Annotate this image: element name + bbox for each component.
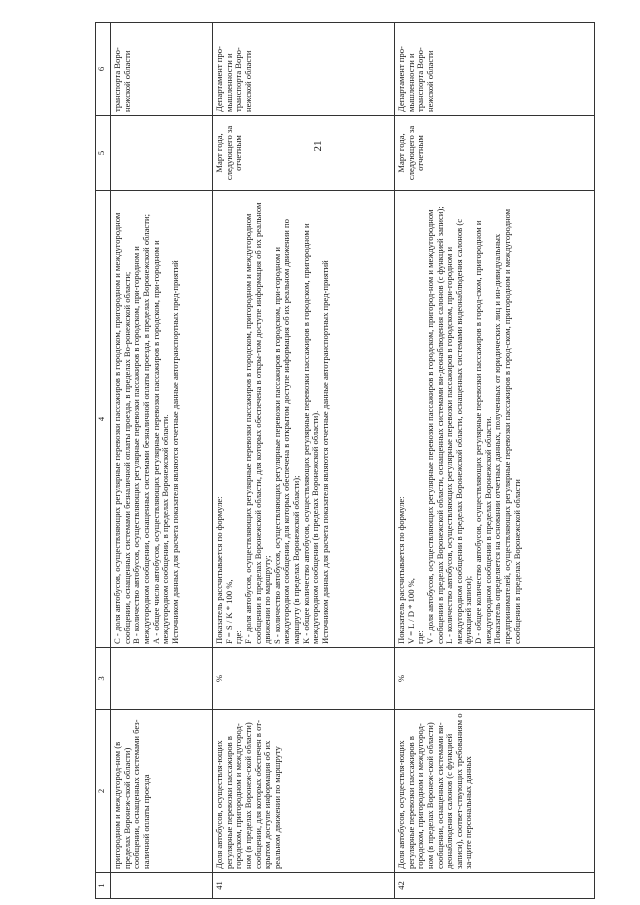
method-line: Показатель рассчитывается по формуле: xyxy=(396,496,406,644)
row-number: 41 xyxy=(213,873,395,899)
page-number: 21 xyxy=(312,140,324,152)
method-line: K - общее количество автобусов, осуществляющих регулярные перевозки пассажиров в городском, пригородном и междугородном сообщении (в пределах Воронежской области). xyxy=(300,223,321,644)
responsible-body: транспорта Воро-нежской области xyxy=(111,23,213,116)
table-row xyxy=(213,23,395,899)
method-line: где: xyxy=(415,630,426,644)
responsible-body: Департамент про-мышленности и транспорта Воро-нежской области xyxy=(213,23,395,116)
header-cell: 6 xyxy=(96,23,111,116)
method-line: S - количество автобусов, осуществляющих регулярные перевозки пассажиров в городском, при-городном и междугородном сообщении, для которых обеспечена в открытом доступе информация об их реальном движении по маршруту (в пределах Воронежской области); xyxy=(271,219,301,644)
header-cell: 2 xyxy=(96,710,111,873)
method-line: А - общее число автобусов, осуществляющих регулярные перевозки пассажиров в городском, при-городном и междугородном сообщении, в пределах Воронежской области. xyxy=(150,240,171,644)
method-line: Источником данных для расчета показателя являются отчетные данные автотранспортных пред-приятий xyxy=(169,260,180,644)
method-line: где: xyxy=(233,630,244,644)
calculation-method xyxy=(111,191,213,648)
method-line: Показатель рассчитывается по формуле: xyxy=(214,496,224,644)
row-number: 42 xyxy=(395,873,595,899)
indicator-name: пригородном и междугород-ном (в пределах Воронеж-ской области) сообщении, оснащенных системами без-наличной оплаты проезда xyxy=(111,710,213,873)
method-line: С - доля автобусов, осуществляющих регулярные перевозки пассажиров в городском, пригородном и междугородном сообщении, оснащенных системами безналичной оплаты проезда, в пределах Во-ронежской области; xyxy=(112,212,132,644)
method-line: F = S / K * 100 %, xyxy=(223,579,234,644)
header-cell: 3 xyxy=(96,648,111,710)
responsible-body: Департамент про-мышленности и транспорта Воро-нежской области xyxy=(395,23,595,116)
rotated-table-container xyxy=(95,22,593,899)
calculation-method xyxy=(395,191,595,648)
header-cell: 5 xyxy=(96,116,111,191)
reporting-period: Март года, следующего за отчетным xyxy=(395,116,595,191)
indicator-name: Доля автобусов, осуществля-ющих регулярные перевозки пассажиров в городском, пригородном и междугород-ном (в пределах Воронеж-ской области) сообщении, оснащенных системами ви-деонаблюдения салонов (с функцией записи), соответ-ствующих требованиям о за-щите персональных данных xyxy=(395,710,595,873)
row-number xyxy=(111,873,213,899)
calculation-method xyxy=(213,191,395,648)
header-cell: 1 xyxy=(96,873,111,899)
method-line: L - количество автобусов, осуществляющих регулярные перевозки пассажиров в городском, при-городном и междугородном сообщении в пределах Воронежской области, оснащенных системами видеонаблюдения салонов (с функцией записи); xyxy=(444,218,474,644)
table-row xyxy=(111,23,213,899)
indicators-table xyxy=(95,22,595,899)
method-line: V = L / D * 100 %, xyxy=(405,578,416,644)
indicator-name: Доля автобусов, осуществля-ющих регулярные перевозки пассажиров в городском, пригородном и междугород-ном (в пределах Воронеж-ской области) сообщении, для которых обеспечен в от-крытом доступе информация об их реальном движении по маршруту xyxy=(213,710,395,873)
table-header-row xyxy=(96,23,111,899)
method-line: Источником данных для расчета показателя являются отчетные данные автотранспортных пред-приятий xyxy=(319,260,330,644)
method-line: D - общее количество автобусов, осуществляющих регулярные перевозки пассажиров в город-ском, пригородном и междугородном сообщении в пределах Воронежской области. xyxy=(473,220,493,644)
unit: % xyxy=(395,648,595,710)
reporting-period: Март года, следующего за отчетным xyxy=(213,116,395,191)
header-cell: 4 xyxy=(96,191,111,648)
method-line: Показатель определяется на основании отчетных данных, полученных от юридических лиц и ин-дивидуальных предпринимателей, осуществляющих регулярные перевозки пассажиров в город-ском, пригородном и междугородном сообщении в пределах Воронежской области xyxy=(492,208,522,644)
unit xyxy=(111,648,213,710)
method-line: В - количество автобусов, осуществляющих регулярные перевозки пассажиров в городском, при-городном и междугородном сообщении, оснащенных системами безналичной оплаты проезда, в пределах Воронежской области; xyxy=(131,214,151,644)
method-line: F - доля автобусов, осуществляющих регулярные перевозки пассажиров в городском, пригородном и междугородном сообщении в пределах Воронежской области, для которых обеспечена в откры-том доступе информация об их реальном движении по маршруту; xyxy=(242,202,273,644)
unit: % xyxy=(213,648,395,710)
table-row xyxy=(395,23,595,899)
reporting-period xyxy=(111,116,213,191)
method-line: V - доля автобусов, осуществляющих регулярные перевозки пассажиров в городском, пригород-ном и междугородном сообщении в пределах Воронежской области, оснащенных системами ви-деонаблюдения салонов (с функцией записи); xyxy=(424,206,445,644)
